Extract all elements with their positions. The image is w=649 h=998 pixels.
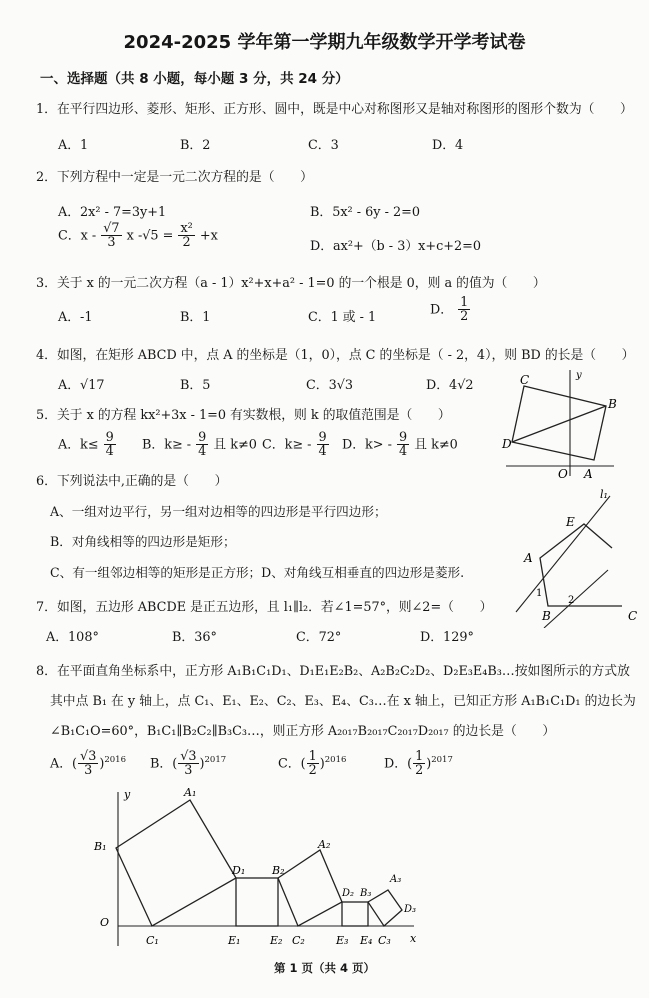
q5-option-b: B．k≥ - $\frac{9}{4}$ 且 k≠0: [142, 430, 257, 460]
figure-rectangle-abcd: [500, 368, 620, 480]
figure-regular-pentagon: [510, 488, 646, 628]
q7-option-d: D．129°: [420, 630, 474, 645]
fig8-label-d2: D₂: [342, 888, 355, 899]
question-8-line-3: ∠B₁C₁O=60°，B₁C₁∥B₂C₂∥B₃C₃…，则正方形 A₂₀₁₇B₂₀₁₇C₂₀₁₇D₂₀₁₇ 的边长是（ ）: [50, 724, 556, 739]
q1-option-d: D．4: [432, 138, 464, 153]
fig8-label-a2: A₂: [318, 838, 331, 851]
q5-option-c: C．k≥ - $\frac{9}{4}$: [262, 430, 327, 460]
question-6-stem: 6．下列说法中,正确的是（ ）: [36, 474, 228, 489]
q6-statement-a: A、一组对边平行，另一组对边相等的四边形是平行四边形；: [50, 504, 387, 519]
fig7-label-b: B: [542, 609, 551, 623]
fig8-label-e2: E₂: [270, 934, 283, 947]
fig7-angle-1: 1: [536, 588, 543, 599]
q4-option-c: C．3√3: [306, 378, 354, 393]
fig8-label-d3: D₃: [404, 904, 417, 915]
fig8-label-o: O: [100, 916, 110, 929]
q2c-fraction-1: $\frac{√7}{3}$: [103, 221, 120, 251]
q8a-fraction: $\frac{√3}{3}$: [80, 749, 97, 779]
fig7-angle-2: 2: [568, 595, 575, 606]
q1-option-a: A．1: [58, 138, 89, 153]
q3-option-c: C．1 或 - 1: [308, 310, 377, 325]
q4-option-a: A．√17: [58, 378, 105, 393]
q5-option-d: D．k> - $\frac{9}{4}$ 且 k≠0: [342, 430, 458, 460]
fig8-label-e4: E₄: [360, 934, 373, 947]
q5b-fraction: $\frac{9}{4}$: [198, 430, 207, 460]
question-3-stem: 3．关于 x 的一元二次方程（a - 1）x²+x+a² - 1=0 的一个根是 0，则 a 的值为（ ）: [36, 276, 546, 291]
q7-option-b: B．36°: [172, 630, 217, 645]
question-1-stem: 1．在平行四边形、菱形、矩形、正方形、圆中，既是中心对称图形又是轴对称图形的图形个数为（ ）: [36, 102, 633, 117]
fig7-label-l1: l₁: [600, 488, 608, 501]
q8-option-c: C．( $\frac{1}{2}$ )$^{2016}$: [278, 749, 347, 779]
q2-option-b: B．5x² - 6y - 2=0: [310, 205, 420, 220]
fig8-label-b2: B₂: [272, 864, 285, 877]
fig8-label-d1: D₁: [232, 864, 246, 877]
fig8-label-e3: E₃: [336, 934, 349, 947]
fig8-label-c2: C₂: [292, 934, 305, 947]
q2c-fraction-2: $\frac{\text{x²}}{2}$: [180, 221, 193, 251]
question-8-line-1: 8．在平面直角坐标系中，正方形 A₁B₁C₁D₁、D₁E₁E₂B₂、A₂B₂C₂D₂、D₂E₃E₄B₃…按如图所示的方式放: [36, 664, 630, 679]
exam-title: 2024-2025 学年第一学期九年级数学开学考试卷: [123, 32, 526, 53]
fig4-label-y: y: [576, 370, 582, 381]
q7-option-a: A．108°: [46, 630, 99, 645]
section-heading-choice: 一、选择题（共 8 小题，每小题 3 分，共 24 分）: [40, 71, 349, 87]
fig8-label-c1: C₁: [146, 934, 159, 947]
fig8-label-c3: C₃: [378, 934, 391, 947]
page-footer: 第 1 页（共 4 页）: [273, 961, 376, 975]
fig8-label-e1: E₁: [228, 934, 241, 947]
q8d-fraction: $\frac{1}{2}$: [415, 749, 424, 779]
fig7-label-c: C: [628, 609, 638, 623]
fig8-label-b3: B₃: [360, 888, 372, 899]
q7-option-c: C．72°: [296, 630, 342, 645]
q8c-fraction: $\frac{1}{2}$: [308, 749, 317, 779]
fig4-label-o: O: [558, 467, 568, 480]
q8-option-b: B．( $\frac{√3}{3}$ )$^{2017}$: [150, 749, 227, 779]
q2-option-a: A．2x² - 7=3y+1: [58, 205, 167, 220]
fig8-label-x: x: [410, 932, 417, 945]
fig8-label-a1: A₁: [184, 786, 197, 799]
q4-option-b: B．5: [180, 378, 211, 393]
q8-option-d: D．( $\frac{1}{2}$ )$^{2017}$: [384, 749, 453, 779]
fig7-label-e: E: [566, 515, 575, 529]
q1-option-c: C．3: [308, 138, 339, 153]
q3-option-d: D． $\frac{1}{2}$: [430, 295, 469, 325]
q2-option-d: D．ax²+（b - 3）x+c+2=0: [310, 239, 481, 254]
q3-option-a: A．-1: [58, 310, 93, 325]
question-8-line-2: 其中点 B₁ 在 y 轴上，点 C₁、E₁、E₂、C₂、E₃、E₄、C₃…在 x 轴上，已知正方形 A₁B₁C₁D₁ 的边长为: [50, 694, 636, 709]
q2-option-c: C．x - $\frac{√7}{3}$ x -√5 = $\frac{\text{x²}}{2}$ +x: [58, 221, 218, 251]
q5c-fraction: $\frac{9}{4}$: [318, 430, 327, 460]
q3-option-b: B．1: [180, 310, 211, 325]
q5-option-a: A．k≤ $\frac{9}{4}$: [58, 430, 114, 460]
q3d-fraction: $\frac{1}{2}$: [460, 295, 469, 325]
q6-statements-c-d: C、有一组邻边相等的矩形是正方形；D、对角线互相垂直的四边形是菱形.: [50, 565, 465, 580]
fig4-label-a: A: [584, 467, 593, 480]
question-5-stem: 5．关于 x 的方程 kx²+3x - 1=0 有实数根，则 k 的取值范围是（ ）: [36, 408, 451, 423]
fig4-label-c: C: [520, 373, 530, 387]
q5a-fraction: $\frac{9}{4}$: [105, 430, 114, 460]
figure-square-sequence: [88, 786, 428, 952]
fig4-label-b: B: [608, 397, 617, 411]
q8b-fraction: $\frac{√3}{3}$: [180, 749, 197, 779]
question-2-stem: 2．下列方程中一定是一元二次方程的是（ ）: [36, 170, 313, 185]
fig4-label-d: D: [502, 437, 512, 451]
question-4-stem: 4．如图，在矩形 ABCD 中，点 A 的坐标是（1，0），点 C 的坐标是（ - 2，4），则 BD 的长是（ ）: [36, 348, 635, 363]
question-7-stem: 7．如图，五边形 ABCDE 是正五边形，且 l₁∥l₂．若∠1=57°，则∠2=（ ）: [36, 600, 493, 615]
fig7-label-a: A: [524, 551, 533, 565]
q4-option-d: D．4√2: [426, 378, 474, 393]
q1-option-b: B．2: [180, 138, 211, 153]
fig8-label-a3: A₃: [390, 874, 402, 885]
q8-option-a: A．( $\frac{√3}{3}$ )$^{2016}$: [50, 749, 126, 779]
fig8-label-y: y: [124, 788, 131, 801]
q6-statement-b: B．对角线相等的四边形是矩形；: [50, 534, 236, 549]
fig8-label-b1: B₁: [94, 840, 107, 853]
q5d-fraction: $\frac{9}{4}$: [399, 430, 408, 460]
